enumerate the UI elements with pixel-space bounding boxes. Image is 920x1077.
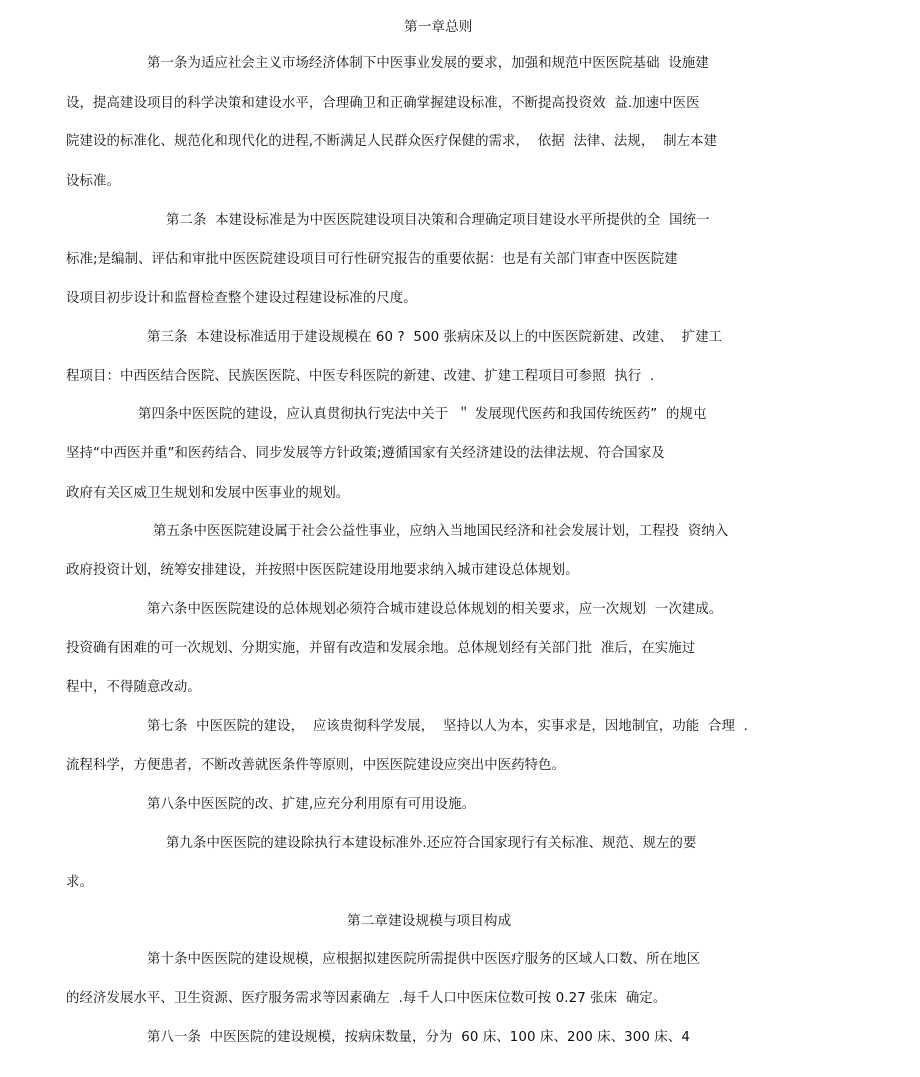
article-1-line-4: 设标准。 — [66, 174, 120, 189]
article-6-line-3: 程中，不得随意改动。 — [66, 680, 201, 695]
article-2-line-2: 标准;是编制、评估和审批中医医院建设项目可行性研究报告的重要依据：也是有关部门审查中医医院建 — [66, 252, 678, 267]
article-7-line-2: 流程科学，方便患者，不断改善就医条件等原则，中医医院建设应突出中医药特色。 — [66, 758, 566, 773]
article-6-line-2: 投资确有困难的可一次规划、分期实施，并留有改造和发展余地。总体规划经有关部门批 准后，在实施过 — [66, 641, 696, 656]
article-1-line-2: 设，提高建设项目的科学决策和建设水平，合理确卫和正确掌握建设标准，不断提高投资效 益.加速中医医 — [66, 96, 700, 111]
article-4-line-3: 政府有关区威卫生规划和发展中医事业的规划。 — [66, 486, 350, 501]
article-10-line-1: 第十条中医医院的建设规模，应根据拟建医院所需提供中医医疗服务的区域人口数、所在地区 — [147, 952, 701, 967]
chapter2-title: 第二章建设规模与项目构成 — [347, 913, 512, 929]
article-3-line-2: 程项目：中西医结合医院、民族医医院、中医专科医院的新建、改建、扩建工程项目可参照 执行 . — [66, 369, 655, 384]
article-7-line-1: 第七条 中医医院的建设， 应该贵彻科学发展， 坚持以人为本，实事求是，因地制宜，功能 合理 . — [147, 719, 749, 734]
article-2-line-1: 第二条 本建设标准是为中医医院建设项目决策和合理确定项目建设水平所提供的全 国统一 — [166, 213, 710, 228]
article-6-line-1: 第六条中医医院建设的总体规划必须符合城市建设总体规划的相关要求，应一次规划 一次建成。 — [147, 602, 723, 617]
article-5-line-2: 政府投资计划，统筹安排建设，并按照中医医院建设用地要求纳入城市建设总体规划。 — [66, 563, 579, 578]
chapter1-title: 第一章总则 — [404, 19, 473, 35]
article-8-line-1: 第八条中医医院的改、扩建,应充分利用原有可用设施。 — [147, 797, 476, 812]
article-1-line-3: 院建设的标准化、规范化和现代化的进程,不断满足人民群众医疗保健的需求， 依据 法律、法规， 制左本建 — [66, 134, 718, 149]
article-4-line-2: 坚持“中西医并重”和医药结合、同步发展等方针政策;遵循国家有关经济建设的法律法规、符合国家及 — [66, 446, 665, 461]
article-10-line-2: 的经济发展水平、卫生资源、医疗服务需求等因素确左 .每千人口中医床位数可按 0.27 张床 确定。 — [66, 991, 667, 1006]
article-3-line-1: 第三条 本建设标准适用于建设规模在 60 ? 500 张病床及以上的中医医院新建、改建、 扩建工 — [147, 330, 723, 345]
article-2-line-3: 设项目初步设计和监督检查整个建设过程建设标准的尺度。 — [66, 291, 417, 306]
article-5-line-1: 第五条中医医院建设属于社会公益性事业，应纳入当地国民经济和社会发展计划，工程投 资纳入 — [153, 524, 729, 539]
article-9-line-1: 第九条中医医院的建设除执行本建设标准外.还应符合国家现行有关标准、规范、规左的要 — [166, 836, 697, 851]
article-4-line-1: 第四条中医医院的建设，应认真贯彻执行宪法中关于 ＂ 发展现代医药和我国传统医药” 的规屯 — [138, 407, 707, 422]
article-11-line-1: 第八一条 中医医院的建设规模，按病床数量，分为 60 床、100 床、200 床、300 床、4 — [147, 1030, 691, 1045]
article-1-line-1: 第一条为适应社会主义市场经济体制下中医事业发展的要求，加强和规范中医医院基础 设施建 — [147, 56, 709, 71]
article-9-line-2: 求。 — [66, 875, 93, 890]
